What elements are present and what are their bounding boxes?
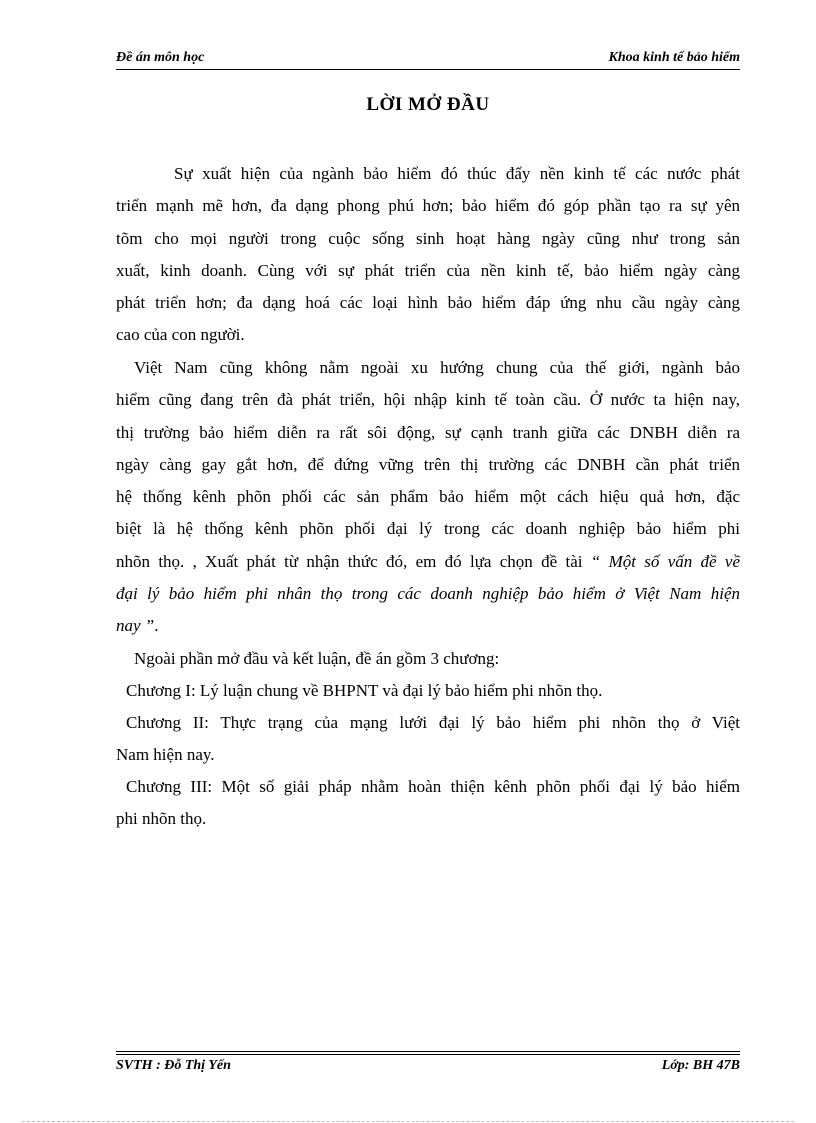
header-faculty-label: Khoa kinh tế bảo hiểm <box>608 50 740 65</box>
text-line: hệ thống kênh phõn phối các sản phẩm bảo hiểm một cách hiệu quả hơn, đặc <box>116 487 740 507</box>
text-line: phi nhõn thọ. <box>116 809 207 829</box>
text-segment: nhõn thọ. , Xuất phát từ nhận thức đó, em đó lựa chọn đề tài <box>116 551 591 571</box>
header-course-label: Đề án môn học <box>116 50 205 65</box>
header-rule <box>116 69 740 70</box>
footer-rule-bottom <box>116 1054 740 1055</box>
text-line: triển mạnh mẽ hơn, đa dạng phong phú hơn; bảo hiểm đó góp phần tạo ra sự yên <box>116 196 740 216</box>
chapter-1-item <box>116 675 740 707</box>
footer-rule-top <box>116 1051 740 1052</box>
page-title: LỜI MỞ ĐẦU <box>366 94 490 115</box>
page-footer <box>116 1058 740 1078</box>
topic-title-start: “ Một số vấn đề về <box>590 551 740 571</box>
chapter-3-item <box>116 771 740 836</box>
page-break-line <box>22 1121 794 1122</box>
topic-title-end: nay ” <box>116 616 155 636</box>
text-line: Ngoài phần mở đầu và kết luận, đề án gồm 3 chương: <box>134 649 500 668</box>
text-line: biệt là hệ thống kênh phõn phối đại lý trong các doanh nghiệp bảo hiểm phi <box>116 519 740 539</box>
text-line: Sự xuất hiện của ngành bảo hiểm đó thúc đẩy nền kinh tế các nước phát <box>174 164 740 183</box>
text-line: hiểm cũng đang trên đà phát triển, hội nhập kinh tế toàn cầu. Ở nước ta hiện nay, <box>116 390 740 410</box>
text-line: Nam hiện nay. <box>116 745 215 765</box>
chapter-2-item <box>116 707 740 772</box>
text-line: tõm cho mọi người trong cuộc sống sinh hoạt hàng ngày cũng như trong sản <box>116 228 740 248</box>
text-line: Chương I: Lý luận chung về BHPNT và đại lý bảo hiểm phi nhõn thọ. <box>126 681 603 700</box>
text-line: ngày càng gay gắt hơn, để đứng vững trên thị trường các DNBH cần phát triển <box>116 454 740 474</box>
text-line: phát triển hơn; đa dạng hoá các loại hình bảo hiểm đáp ứng nhu cầu ngày càng <box>116 293 740 313</box>
page-header <box>116 50 740 70</box>
text-line <box>116 546 740 578</box>
footer-class-label: Lớp: BH 47B <box>661 1058 740 1073</box>
text-line <box>116 578 740 610</box>
text-line <box>116 610 740 642</box>
text-line: Chương III: Một số giải pháp nhằm hoàn thiện kênh phõn phối đại lý bảo hiểm <box>126 777 740 796</box>
text-line: cao của con người. <box>116 325 245 345</box>
text-line: Việt Nam cũng không nằm ngoài xu hướng chung của thế giới, ngành bảo <box>134 358 740 377</box>
text-line: thị trường bảo hiểm diễn ra rất sôi động, sự cạnh tranh giữa các DNBH diễn ra <box>116 422 740 442</box>
structure-intro <box>116 643 740 675</box>
footer-student-label: SVTH : Đỗ Thị Yến <box>116 1058 231 1073</box>
text-segment: . <box>154 616 159 636</box>
intro-paragraph-2 <box>116 352 740 643</box>
text-line: Chương II: Thực trạng của mạng lưới đại lý bảo hiểm phi nhõn thọ ở Việt <box>126 713 740 732</box>
topic-title-middle: đại lý bảo hiểm phi nhân thọ trong các doanh nghiệp bảo hiểm ở Việt Nam hiện <box>116 584 740 604</box>
text-line: xuất, kinh doanh. Cùng với sự phát triển của nền kinh tế, bảo hiểm ngày càng <box>116 260 740 280</box>
intro-paragraph-1 <box>116 158 740 352</box>
